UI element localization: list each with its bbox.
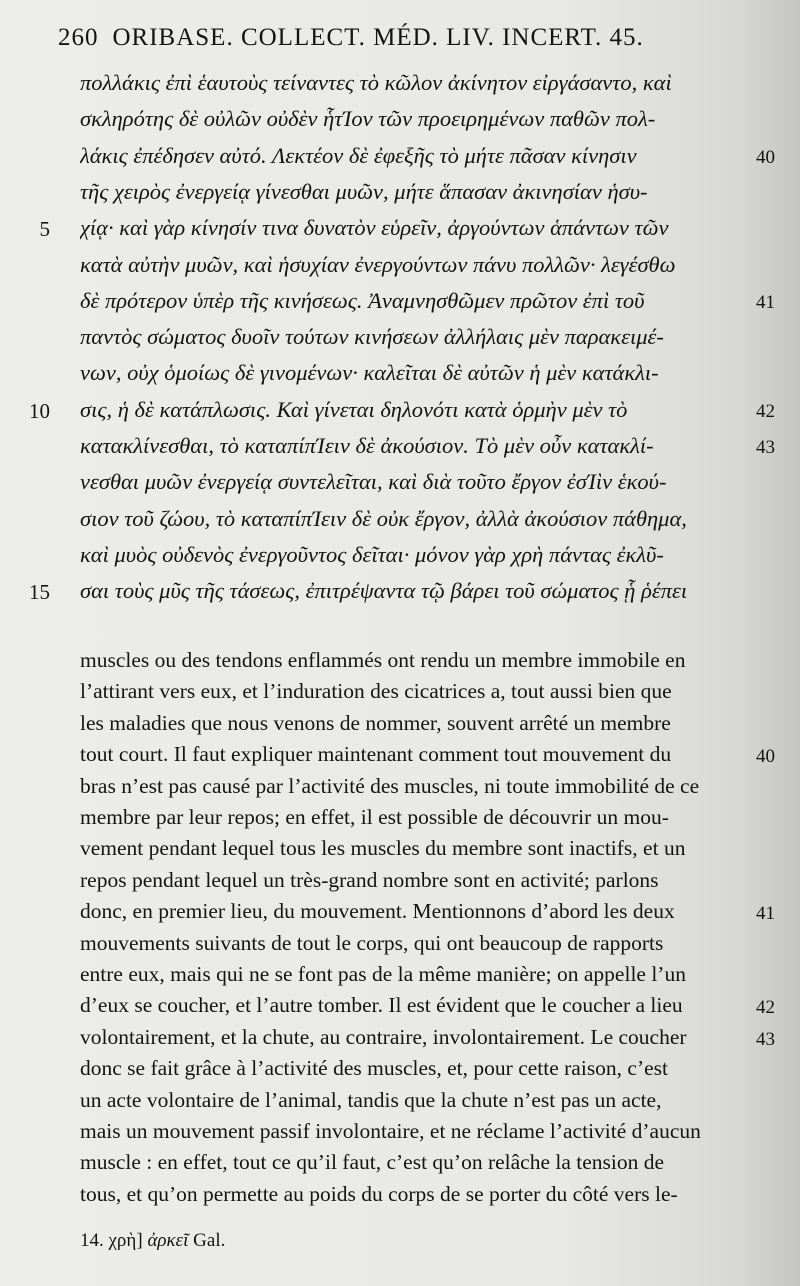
greek-line: σις, ἡ δὲ κατάπλωσις. Καὶ γίνεται δηλονότι κατὰ ὁρμὴν μὲν τὸ: [80, 396, 628, 422]
french-line: donc, en premier lieu, du mouvement. Mentionnons d’abord les deux: [80, 899, 675, 924]
greek-line: δὲ πρότερον ὑπὲρ τῆς κινήσεως. Ἀναμνησθῶμεν πρῶτον ἐπὶ τοῦ: [80, 287, 645, 313]
margin-chapter-number: 43: [756, 1028, 775, 1050]
french-line: repos pendant lequel un très-grand nombre sont en activité; parlons: [80, 867, 659, 892]
greek-line: λάκις ἐπέδησεν αὐτό. Λεκτέον δὲ ἐφεξῆς τὸ μήτε πᾶσαν κίνησιν: [80, 142, 637, 168]
footnote-source: Gal.: [193, 1230, 226, 1251]
french-line: les maladies que nous venons de nommer, souvent arrêté un membre: [80, 710, 671, 735]
french-line: d’eux se coucher, et l’autre tomber. Il est évident que le coucher a lieu: [80, 993, 683, 1018]
margin-chapter-number: 42: [756, 997, 775, 1019]
french-line: bras n’est pas causé par l’activité des muscles, ni toute immobilité de ce: [80, 773, 700, 798]
line-number: 5: [39, 217, 50, 242]
page-number: 260: [58, 24, 99, 51]
line-number: 15: [29, 580, 50, 605]
greek-line: τῆς χειρὸς ἐνεργείᾳ γίνεσθαι μυῶν, μήτε ἅπασαν ἀκινησίαν ἡσυ-: [80, 178, 648, 204]
footnote-ref: 14. χρὴ]: [80, 1230, 143, 1251]
french-line: muscles ou des tendons enflammés ont rendu un membre immobile en: [80, 648, 686, 672]
margin-chapter-number: 41: [756, 291, 775, 313]
greek-line: πολλάκις ἐπὶ ἑαυτοὺς τείναντες τὸ κῶλον ἀκίνητον εἰργάσαντο, καὶ: [80, 70, 672, 95]
french-line: donc se fait grâce à l’activité des muscles, et, pour cette raison, c’est: [80, 1056, 669, 1081]
greek-line: σαι τοὺς μῦς τῆς τάσεως, ἐπιτρέψαντα τῷ βάρει τοῦ σώματος ᾗ ῥέπει: [80, 578, 688, 604]
margin-chapter-number: 43: [756, 437, 775, 458]
margin-chapter-number: 40: [756, 146, 775, 168]
french-line: tous, et qu’on permette au poids du corps de se porter du côté vers le-: [80, 1181, 678, 1206]
margin-chapter-number: 42: [756, 400, 775, 422]
greek-line: νεσθαι μυῶν ἐνεργείᾳ συντελεῖται, καὶ διὰ τοῦτο ἔργον ἐσΊὶν ἑκού-: [80, 469, 667, 495]
footnote: [80, 1230, 225, 1252]
greek-line: καὶ μυὸς οὐδενὸς ἐνεργοῦντος δεῖται· μόνον γὰρ χρὴ πάντας ἐκλῦ-: [80, 541, 664, 567]
greek-line: νων, οὐχ ὁμοίως δὲ γινομένων· καλεῖται δὲ αὐτῶν ἡ μὲν κατάκλι-: [80, 360, 659, 386]
french-line: un acte volontaire de l’animal, tandis que la chute n’est pas un acte,: [80, 1087, 662, 1112]
greek-line: σκληρότης δὲ οὐλῶν οὐδὲν ἧτΊον τῶν προειρημένων παθῶν πολ-: [80, 106, 656, 132]
footnote-variant: ἀρκεῖ: [147, 1230, 189, 1251]
running-title: ORIBASE. COLLECT. MÉD. LIV. INCERT. 45.: [112, 24, 644, 51]
french-line: muscle : en effet, tout ce qu’il faut, c’est qu’on relâche la tension de: [80, 1150, 665, 1175]
margin-chapter-number: 40: [756, 746, 775, 768]
french-line: membre par leur repos; en effet, il est possible de découvrir un mou-: [80, 805, 669, 829]
greek-line: παντὸς σώματος δυοῖν τούτων κινήσεων ἀλλήλαις μὲν παρακειμέ-: [80, 324, 664, 350]
greek-line: κατὰ αὐτὴν μυῶν, καὶ ἡσυχίαν ἐνεργούντων πάνυ πολλῶν· λεγέσθω: [80, 251, 676, 277]
french-line: mais un mouvement passif involontaire, et ne réclame l’activité d’aucun: [80, 1119, 701, 1143]
french-line: volontairement, et la chute, au contraire, involontairement. Le coucher: [80, 1024, 687, 1049]
greek-line: χίᾳ· καὶ γὰρ κίνησίν τινα δυνατὸν εὑρεῖν, ἀργούντων ἁπάντων τῶν: [80, 215, 669, 241]
greek-line: σιον τοῦ ζώου, τὸ καταπίπΊειν δὲ οὐκ ἔργον, ἀλλὰ ἀκούσιον πάθημα,: [80, 505, 687, 531]
french-line: entre eux, mais qui ne se font pas de la même manière; on appelle l’un: [80, 962, 686, 986]
french-line: tout court. Il faut expliquer maintenant comment tout mouvement du: [80, 742, 672, 767]
line-number: 10: [29, 398, 50, 423]
margin-chapter-number: 41: [756, 903, 775, 925]
french-line: vement pendant lequel tous les muscles du membre sont inactifs, et un: [80, 836, 686, 861]
french-line: mouvements suivants de tout le corps, qui ont beaucoup de rapports: [80, 930, 664, 955]
greek-line: κατακλίνεσθαι, τὸ καταπίπΊειν δὲ ἀκούσιον. Τὸ μὲν οὖν κατακλί-: [80, 433, 654, 458]
page-header: [58, 24, 760, 52]
french-line: l’attirant vers eux, et l’induration des cicatrices a, tout aussi bien que: [80, 679, 672, 704]
